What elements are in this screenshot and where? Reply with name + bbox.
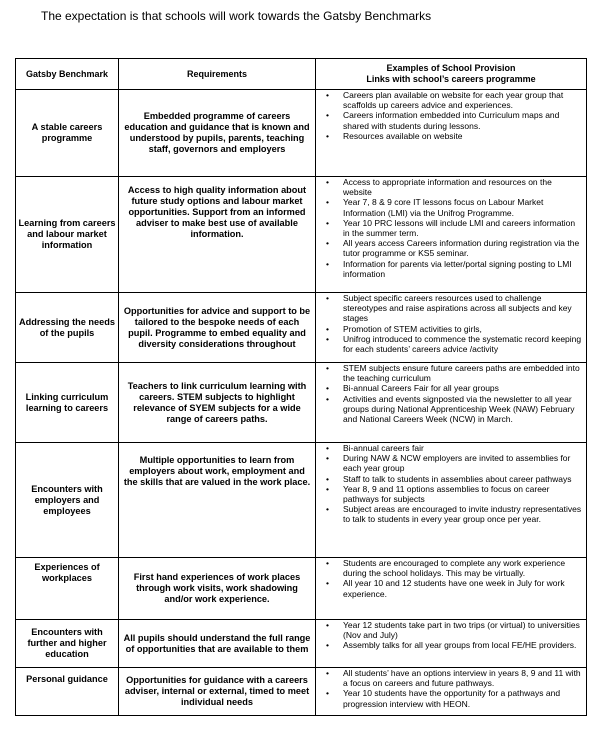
- list-item: • Bi-annual Careers Fair for all year groups: [316, 383, 582, 393]
- list-item: • Bi-annual careers fair: [316, 443, 582, 453]
- list-item: • All students’ have an options interview in years 8, 9 and 11 with a focus on careers and future pathways.: [316, 668, 582, 688]
- benchmark-cell: Learning from careers and labour market information: [16, 177, 119, 293]
- list-item: • Year 10 students have the opportunity for a pathways and progression interview with HEON.: [316, 688, 582, 708]
- list-item: • Subject specific careers resources used to challenge stereotypes and raise aspirations across all subjects and key stages: [316, 293, 582, 324]
- examples-cell: [316, 620, 587, 668]
- examples-cell: [316, 443, 587, 558]
- header-requirements: Requirements: [119, 59, 316, 90]
- requirements-cell: Opportunities for advice and support to be tailored to the bespoke needs of each pupil. Programme to embed equality and diversity considerations throughout: [119, 293, 316, 363]
- header-examples: [316, 59, 587, 90]
- examples-cell: [316, 363, 587, 443]
- header-benchmark: Gatsby Benchmark: [16, 59, 119, 90]
- examples-cell: [316, 293, 587, 363]
- examples-list: [316, 668, 582, 709]
- list-item: • Promotion of STEM activities to girls,: [316, 324, 582, 334]
- list-item: • Subject areas are encouraged to invite industry representatives to talk to students in every year group once per year.: [316, 504, 582, 524]
- table-row: [16, 668, 587, 716]
- list-item: • All year 10 and 12 students have one week in July for work experience.: [316, 578, 582, 598]
- list-item: • Careers information embedded into Curriculum maps and shared with students during lessons.: [316, 110, 582, 130]
- requirements-cell: First hand experiences of work places through work visits, work shadowing and/or work experience.: [119, 558, 316, 620]
- list-item: • Year 8, 9 and 11 options assemblies to focus on career pathways for subjects: [316, 484, 582, 504]
- examples-cell: [316, 558, 587, 620]
- requirements-cell: All pupils should understand the full range of opportunities that are available to them: [119, 620, 316, 668]
- table-header-row: [16, 59, 587, 90]
- requirements-cell: Access to high quality information about future study options and labour market opportunities. Support from an informed adviser to make best use of available information.: [119, 177, 316, 293]
- table-row: [16, 558, 587, 620]
- list-item: • Access to appropriate information and resources on the website: [316, 177, 582, 197]
- list-item: • Information for parents via letter/portal signing posting to LMI information: [316, 259, 582, 279]
- table-row: [16, 443, 587, 558]
- examples-list: [316, 443, 582, 525]
- page-heading: The expectation is that schools will work towards the Gatsby Benchmarks: [41, 9, 432, 23]
- list-item: • During NAW & NCW employers are invited to assemblies for each year group: [316, 453, 582, 473]
- benchmark-cell: Addressing the needs of the pupils: [16, 293, 119, 363]
- examples-list: [316, 177, 582, 279]
- benchmark-cell: Linking curriculum learning to careers: [16, 363, 119, 443]
- examples-list: [316, 620, 582, 651]
- gatsby-benchmarks-table: [15, 58, 587, 716]
- list-item: • Staff to talk to students in assemblies about career pathways: [316, 474, 582, 484]
- list-item: • STEM subjects ensure future careers paths are embedded into the teaching curriculum: [316, 363, 582, 383]
- benchmark-cell: Experiences of workplaces: [16, 558, 119, 620]
- examples-list: [316, 90, 582, 141]
- list-item: • Unifrog introduced to commence the systematic record keeping for each students’ careers advice /activity: [316, 334, 582, 354]
- examples-cell: [316, 90, 587, 177]
- benchmark-cell: Encounters with further and higher education: [16, 620, 119, 668]
- table-row: [16, 90, 587, 177]
- list-item: • Year 7, 8 & 9 core IT lessons focus on Labour Market Information (LMI) via the Unifrog Programme.: [316, 197, 582, 217]
- header-examples-line2: Links with school’s careers programme: [366, 74, 536, 84]
- table-row: [16, 363, 587, 443]
- table-row: [16, 293, 587, 363]
- examples-list: [316, 558, 582, 599]
- list-item: • Students are encouraged to complete any work experience during the school holidays. This may be virtually.: [316, 558, 582, 578]
- list-item: • Activities and events signposted via the newsletter to all year groups during National Apprenticeship Week (NAW) February and National Careers Week (NCW) in March.: [316, 394, 582, 425]
- list-item: • Year 10 PRC lessons will include LMI and careers information in the summer term.: [316, 218, 582, 238]
- table-row: [16, 177, 587, 293]
- header-examples-line1: Examples of School Provision: [386, 63, 516, 73]
- list-item: • Assembly talks for all year groups from local FE/HE providers.: [316, 640, 582, 650]
- examples-list: [316, 293, 582, 354]
- list-item: • Year 12 students take part in two trips (or virtual) to universities (Nov and July): [316, 620, 582, 640]
- list-item: • Careers plan available on website for each year group that scaffolds up careers advice and experiences.: [316, 90, 582, 110]
- list-item: • All years access Careers information during registration via the tutor programme or KS5 seminar.: [316, 238, 582, 258]
- requirements-cell: Embedded programme of careers education and guidance that is known and understood by pupils, parents, teaching staff, governors and employers: [119, 90, 316, 177]
- examples-cell: [316, 668, 587, 716]
- list-item: • Resources available on website: [316, 131, 582, 141]
- examples-list: [316, 363, 582, 424]
- examples-cell: [316, 177, 587, 293]
- table-row: [16, 620, 587, 668]
- benchmark-cell: Encounters with employers and employees: [16, 443, 119, 558]
- requirements-cell: Multiple opportunities to learn from employers about work, employment and the skills that are valued in the work place.: [119, 443, 316, 558]
- benchmark-cell: A stable careers programme: [16, 90, 119, 177]
- requirements-cell: Teachers to link curriculum learning with careers. STEM subjects to highlight relevance of SYEM subjects for a wide range of careers paths.: [119, 363, 316, 443]
- benchmark-cell: Personal guidance: [16, 668, 119, 716]
- requirements-cell: Opportunities for guidance with a careers adviser, internal or external, timed to meet individual needs: [119, 668, 316, 716]
